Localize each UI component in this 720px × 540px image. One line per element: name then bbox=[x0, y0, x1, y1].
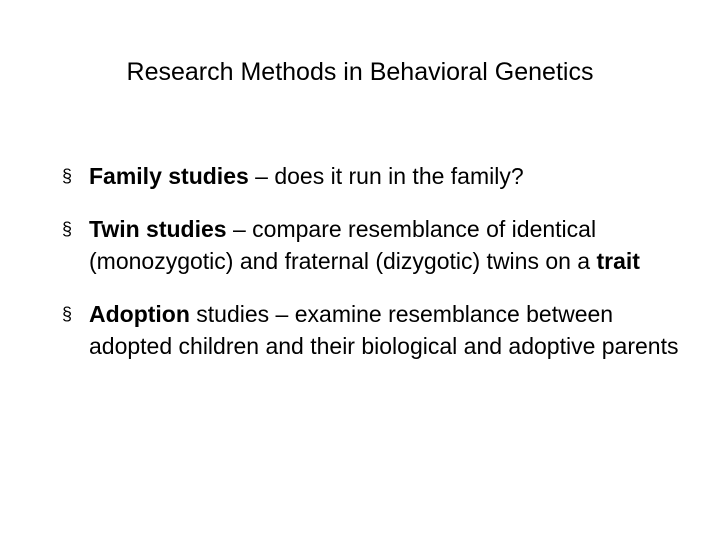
bullet-text: – does it run in the family? bbox=[248, 163, 524, 189]
bullet-list bbox=[62, 160, 702, 362]
bullet-marker: § bbox=[62, 166, 73, 186]
bullet-twin-studies bbox=[62, 213, 702, 277]
bullet-marker: § bbox=[62, 219, 73, 239]
slide-title: Research Methods in Behavioral Genetics bbox=[126, 58, 594, 86]
bullet-adoption-studies bbox=[62, 298, 702, 362]
bullet-bold-text: Twin studies bbox=[89, 216, 227, 242]
bullet-bold-term: trait bbox=[596, 248, 640, 274]
bullet-text: – compare resemblance of identical (monozygotic) and fraternal (dizygotic) twins on a bbox=[89, 216, 597, 274]
bullet-family-studies bbox=[62, 160, 702, 192]
bullet-bold-text: Family studies bbox=[89, 163, 249, 189]
bullet-marker: § bbox=[62, 304, 73, 324]
bullet-text: studies – examine resemblance between adopted children and their biological and adoptive parents bbox=[89, 301, 679, 359]
bullet-bold-text: Adoption bbox=[89, 301, 190, 327]
